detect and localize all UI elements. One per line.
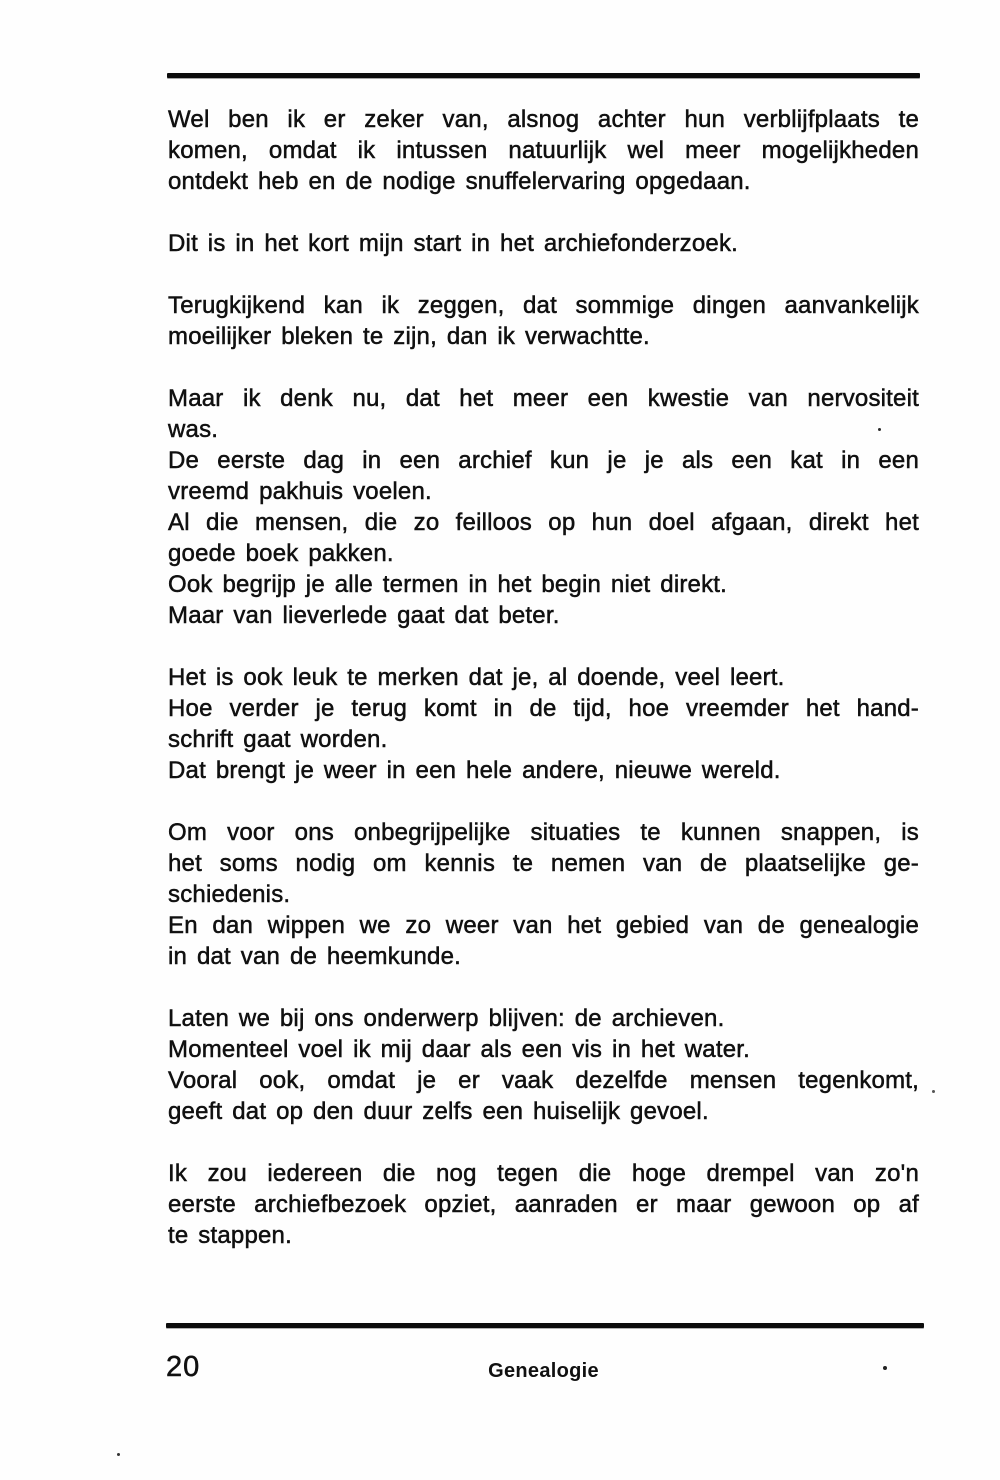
text-line: Het is ook leuk te merken dat je, al doende, veel leert.: [168, 664, 785, 691]
paragraph: [168, 1158, 919, 1251]
text-line: Al die mensen, die zo feilloos op hun doel afgaan, direkt het: [168, 509, 919, 536]
text-line: Hoe verder je terug komt in de tijd, hoe vreemder het hand-: [168, 695, 919, 722]
paragraph: [168, 104, 919, 197]
text-body: [168, 104, 919, 1251]
text-line: Terugkijkend kan ik zeggen, dat sommige dingen aanvankelijk: [168, 292, 919, 319]
top-horizontal-rule: [167, 73, 920, 78]
paragraph: [168, 1003, 919, 1127]
text-line: Maar van lieverlede gaat dat beter.: [168, 602, 560, 629]
text-line: Laten we bij ons onderwerp blijven: de archieven.: [168, 1005, 725, 1032]
text-line: geeft dat op den duur zelfs een huiselijk gevoel.: [168, 1098, 709, 1125]
paragraph: [168, 662, 919, 786]
paragraph: [168, 228, 919, 259]
paragraph: [168, 817, 919, 972]
running-title: Genealogie: [488, 1360, 599, 1382]
text-line: schrift gaat worden.: [168, 726, 388, 753]
text-line: Dit is in het kort mijn start in het archiefonderzoek.: [168, 230, 739, 257]
text-line: Ik zou iedereen die nog tegen die hoge drempel van zo'n: [168, 1160, 919, 1187]
scan-speck: [878, 428, 881, 431]
text-line: moeilijker bleken te zijn, dan ik verwachtte.: [168, 323, 650, 350]
bottom-horizontal-rule: [166, 1323, 924, 1328]
paragraph: [168, 383, 919, 631]
text-line: komen, omdat ik intussen natuurlijk wel meer mogelijkheden: [168, 137, 919, 164]
text-line: in dat van de heemkunde.: [168, 943, 461, 970]
paragraph: [168, 290, 919, 352]
text-line: het soms nodig om kennis te nemen van de plaatselijke ge-: [168, 850, 919, 877]
text-line: vreemd pakhuis voelen.: [168, 478, 432, 505]
text-line: schiedenis.: [168, 881, 291, 908]
text-line: Wel ben ik er zeker van, alsnog achter hun verblijfplaats te: [168, 106, 919, 133]
page-number: 20: [166, 1351, 201, 1383]
scan-speck: [932, 1090, 935, 1093]
text-line: Vooral ook, omdat je er vaak dezelfde mensen tegenkomt,: [168, 1067, 919, 1094]
text-line: te stappen.: [168, 1222, 292, 1249]
text-line: Dat brengt je weer in een hele andere, nieuwe wereld.: [168, 757, 781, 784]
text-line: goede boek pakken.: [168, 540, 394, 567]
text-line: En dan wippen we zo weer van het gebied van de genealogie: [168, 912, 919, 939]
text-line: Momenteel voel ik mij daar als een vis in het water.: [168, 1036, 750, 1063]
text-line: Maar ik denk nu, dat het meer een kwestie van nervositeit: [168, 385, 919, 412]
text-line: Ook begrijp je alle termen in het begin niet direkt.: [168, 571, 728, 598]
text-line: De eerste dag in een archief kun je je als een kat in een: [168, 447, 919, 474]
text-line: was.: [168, 416, 219, 443]
scan-speck: [117, 1453, 120, 1456]
text-line: Om voor ons onbegrijpelijke situaties te kunnen snappen, is: [168, 819, 919, 846]
scan-speck: [883, 1366, 887, 1370]
text-line: eerste archiefbezoek opziet, aanraden er maar gewoon op af: [168, 1191, 919, 1218]
text-line: ontdekt heb en de nodige snuffelervaring opgedaan.: [168, 168, 751, 195]
